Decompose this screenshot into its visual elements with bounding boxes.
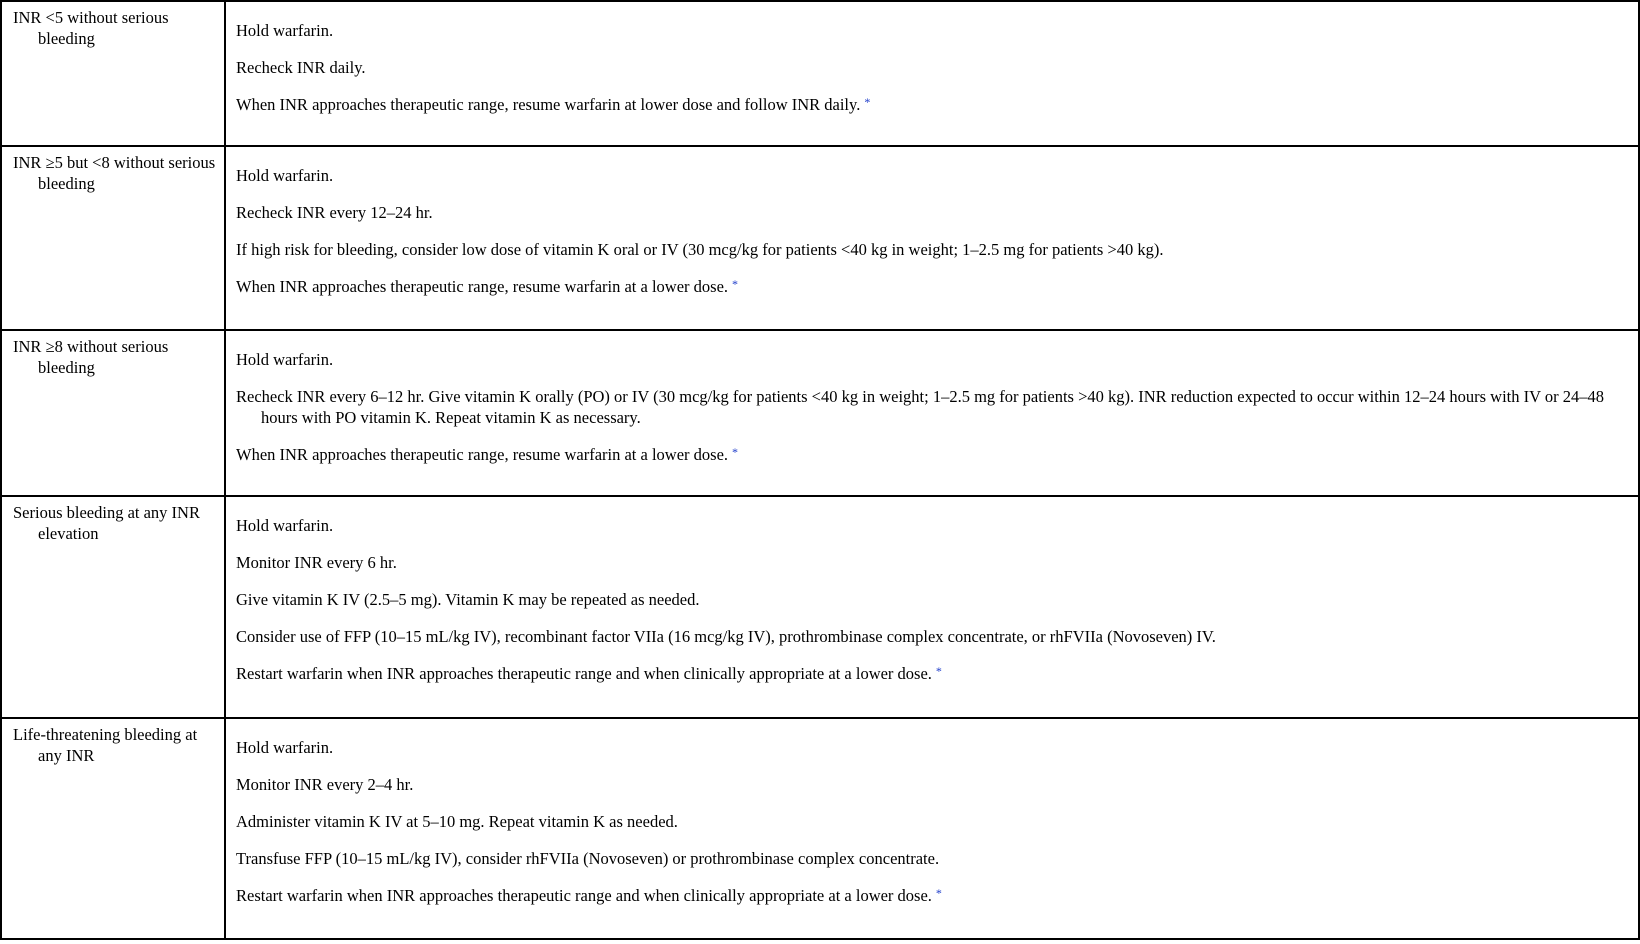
actions-cell — [225, 1, 1639, 146]
action-line — [236, 737, 1632, 758]
condition-text: INR ≥8 without serious bleeding — [13, 337, 169, 377]
condition-cell — [1, 718, 225, 939]
action-text: Recheck INR daily. — [236, 58, 366, 77]
condition-text: INR <5 without serious bleeding — [13, 8, 169, 48]
actions-cell — [225, 496, 1639, 718]
action-text: Consider use of FFP (10–15 mL/kg IV), recombinant factor VIIa (16 mcg/kg IV), prothrombinase complex concentrate, or rhFVIIa (Novoseven) IV. — [236, 627, 1216, 646]
footnote-marker[interactable]: * — [935, 664, 942, 678]
action-line — [236, 386, 1632, 428]
action-line — [236, 663, 1632, 684]
action-line — [236, 444, 1632, 465]
action-text: Administer vitamin K IV at 5–10 mg. Repeat vitamin K as needed. — [236, 812, 678, 831]
action-line — [236, 165, 1632, 186]
action-line — [236, 848, 1632, 869]
action-text: Restart warfarin when INR approaches therapeutic range and when clinically appropriate at a lower dose. — [236, 664, 932, 683]
action-line — [236, 552, 1632, 573]
action-text: When INR approaches therapeutic range, resume warfarin at a lower dose. — [236, 277, 729, 296]
action-text: Hold warfarin. — [236, 21, 334, 40]
action-text: When INR approaches therapeutic range, resume warfarin at lower dose and follow INR daily. — [236, 95, 861, 114]
action-text: If high risk for bleeding, consider low dose of vitamin K oral or IV (30 mcg/kg for patients <40 kg in weight; 1–2.5 mg for patients >40 kg). — [236, 240, 1164, 259]
footnote-marker[interactable]: * — [732, 445, 739, 459]
table-row — [1, 1, 1639, 146]
action-text: Monitor INR every 6 hr. — [236, 553, 397, 572]
action-line — [236, 276, 1632, 297]
table-row — [1, 146, 1639, 330]
footnote-marker[interactable]: * — [935, 886, 942, 900]
action-text: Hold warfarin. — [236, 166, 334, 185]
actions-cell — [225, 146, 1639, 330]
action-text: Hold warfarin. — [236, 350, 334, 369]
condition-cell — [1, 496, 225, 718]
table-row — [1, 496, 1639, 718]
action-line — [236, 239, 1632, 260]
action-line — [236, 589, 1632, 610]
action-text: Hold warfarin. — [236, 516, 334, 535]
condition-text: Serious bleeding at any INR elevation — [13, 503, 200, 543]
condition-text: Life-threatening bleeding at any INR — [13, 725, 198, 765]
action-line — [236, 774, 1632, 795]
action-line — [236, 20, 1632, 41]
actions-cell — [225, 330, 1639, 496]
condition-text: INR ≥5 but <8 without serious bleeding — [13, 153, 216, 193]
footnote-marker[interactable]: * — [732, 277, 739, 291]
action-line — [236, 626, 1632, 647]
table-row — [1, 330, 1639, 496]
action-line — [236, 202, 1632, 223]
action-text: Recheck INR every 12–24 hr. — [236, 203, 433, 222]
action-text: Give vitamin K IV (2.5–5 mg). Vitamin K may be repeated as needed. — [236, 590, 700, 609]
action-line — [236, 515, 1632, 536]
action-text: Transfuse FFP (10–15 mL/kg IV), consider rhFVIIa (Novoseven) or prothrombinase complex concentrate. — [236, 849, 940, 868]
action-text: Restart warfarin when INR approaches therapeutic range and when clinically appropriate at a lower dose. — [236, 886, 932, 905]
action-line — [236, 57, 1632, 78]
table-row — [1, 718, 1639, 939]
footnote-marker[interactable]: * — [864, 95, 871, 109]
action-text: When INR approaches therapeutic range, resume warfarin at a lower dose. — [236, 445, 729, 464]
action-line — [236, 811, 1632, 832]
action-line — [236, 349, 1632, 370]
action-line — [236, 885, 1632, 906]
action-line — [236, 94, 1632, 115]
condition-cell — [1, 1, 225, 146]
action-text: Recheck INR every 6–12 hr. Give vitamin K orally (PO) or IV (30 mcg/kg for patients <40 kg in weight; 1–2.5 mg for patients >40 kg). INR reduction expected to occur within 12–24 hours with IV or 24–48 hours with PO vitamin K. Repeat vitamin K as necessary. — [236, 387, 1604, 427]
condition-cell — [1, 330, 225, 496]
action-text: Monitor INR every 2–4 hr. — [236, 775, 414, 794]
condition-cell — [1, 146, 225, 330]
actions-cell — [225, 718, 1639, 939]
action-text: Hold warfarin. — [236, 738, 334, 757]
